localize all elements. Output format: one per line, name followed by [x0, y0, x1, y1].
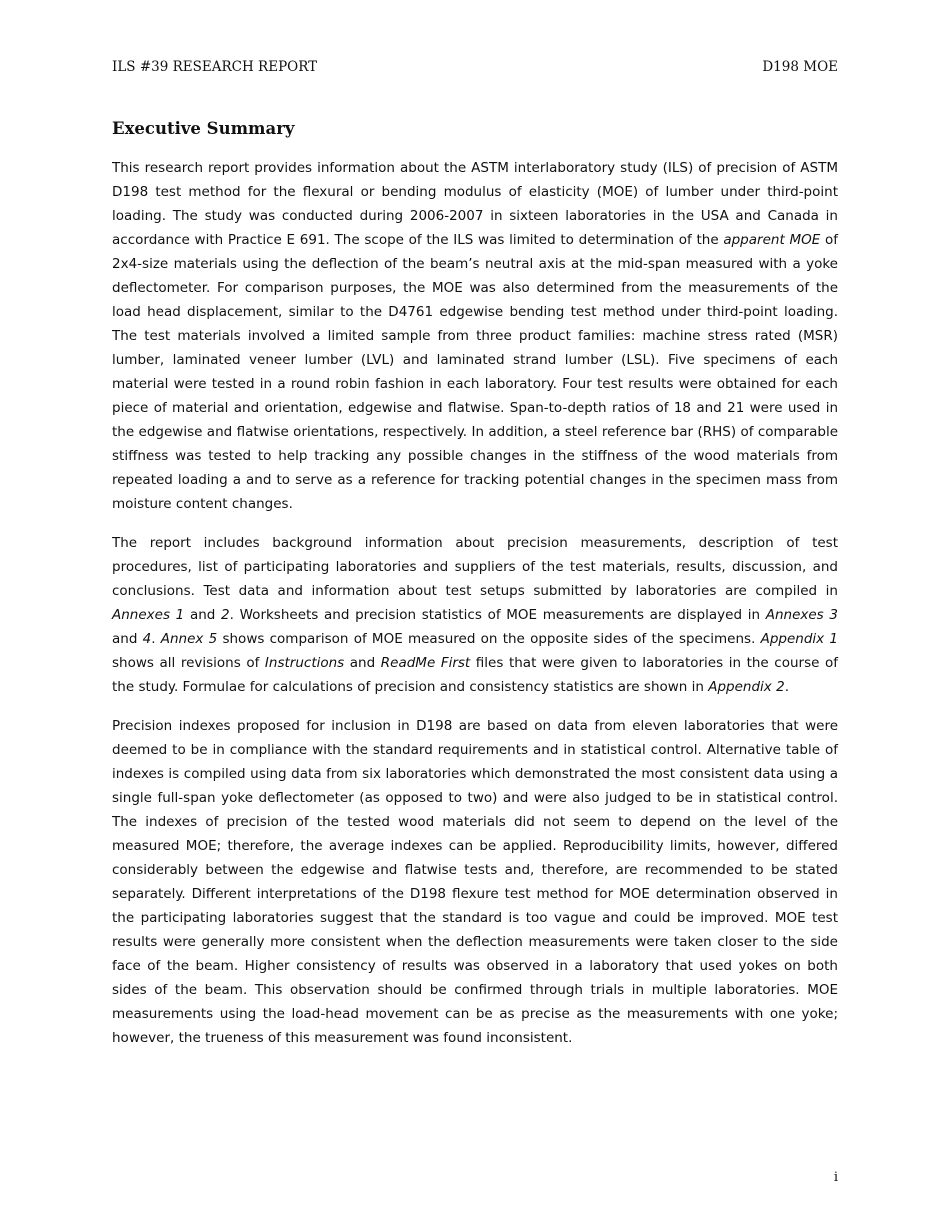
paragraph-2: The report includes background information about precision measurements, description of test procedures, list of participating laboratories and suppliers of the test materials, results, discussion, and conclusions. Test data and information about test setups submitted by laboratories are compiled in Annexes 1 and 2. Worksheets and precision statistics of MOE measurements are displayed in Annexes 3 and 4. Annex 5 shows comparison of MOE measured on the opposite sides of the specimens. Appendix 1 shows all revisions of Instructions and ReadMe First files that were given to laboratories in the course of the study. Formulae for calculations of precision and consistency statistics are shown in Appendix 2.: [112, 535, 839, 695]
header-report-title: ILS #39 RESEARCH REPORT: [112, 59, 318, 75]
page-number: i: [833, 1170, 838, 1185]
paragraph-3: Precision indexes proposed for inclusion in D198 are based on data from eleven laboratories that were deemed to be in compliance with the standard requirements and in statistical control. Alternative table of indexes is compiled using data from six laboratories which demonstrated the most consistent data using a single full-span yoke deflectometer (as opposed to two) and were also judged to be in statistical control. The indexes of precision of the tested wood materials did not seem to depend on the level of the measured MOE; therefore, the average indexes can be applied. Reproducibility limits, however, differed considerably between the edgewise and flatwise tests and, therefore, are recommended to be stated separately. Different interpretations of the D198 flexure test method for MOE determination observed in the participating laboratories suggest that the standard is too vague and could be improved. MOE test results were generally more consistent when the deflection measurements were taken closer to the side face of the beam. Higher consistency of results was observed in a laboratory that used yokes on both sides of the beam. This observation should be confirmed through trials in multiple laboratories. MOE measurements using the load-head movement can be as precise as the measurements with one yoke; however, the trueness of this measurement was found inconsistent.: [112, 718, 838, 1046]
section-body: [112, 156, 838, 1065]
paragraph-1: This research report provides information about the ASTM interlaboratory study (ILS) of precision of ASTM D198 test method for the flexural or bending modulus of elasticity (MOE) of lumber under third-point loading. The study was conducted during 2006-2007 in sixteen laboratories in the USA and Canada in accordance with Practice E 691. The scope of the ILS was limited to determination of the apparent MOE of 2x4-size materials using the deflection of the beam’s neutral axis at the mid-span measured with a yoke deflectometer. For comparison purposes, the MOE was also determined from the measurements of the load head displacement, similar to the D4761 edgewise bending test method under third-point loading. The test materials involved a limited sample from three product families: machine stress rated (MSR) lumber, laminated veneer lumber (LVL) and laminated strand lumber (LSL). Five specimens of each material were tested in a round robin fashion in each laboratory. Four test results were obtained for each piece of material and orientation, edgewise and flatwise. Span-to-depth ratios of 18 and 21 were used in the edgewise and flatwise orientations, respectively. In addition, a steel reference bar (RHS) of comparable stiffness was tested to help tracking any possible changes in the stiffness of the wood materials from repeated loading a and to serve as a reference for tracking potential changes in the specimen mass from moisture content changes.: [112, 160, 838, 512]
header-document-code: D198 MOE: [762, 59, 838, 75]
running-header: [112, 57, 838, 77]
section-title: Executive Summary: [112, 119, 295, 138]
